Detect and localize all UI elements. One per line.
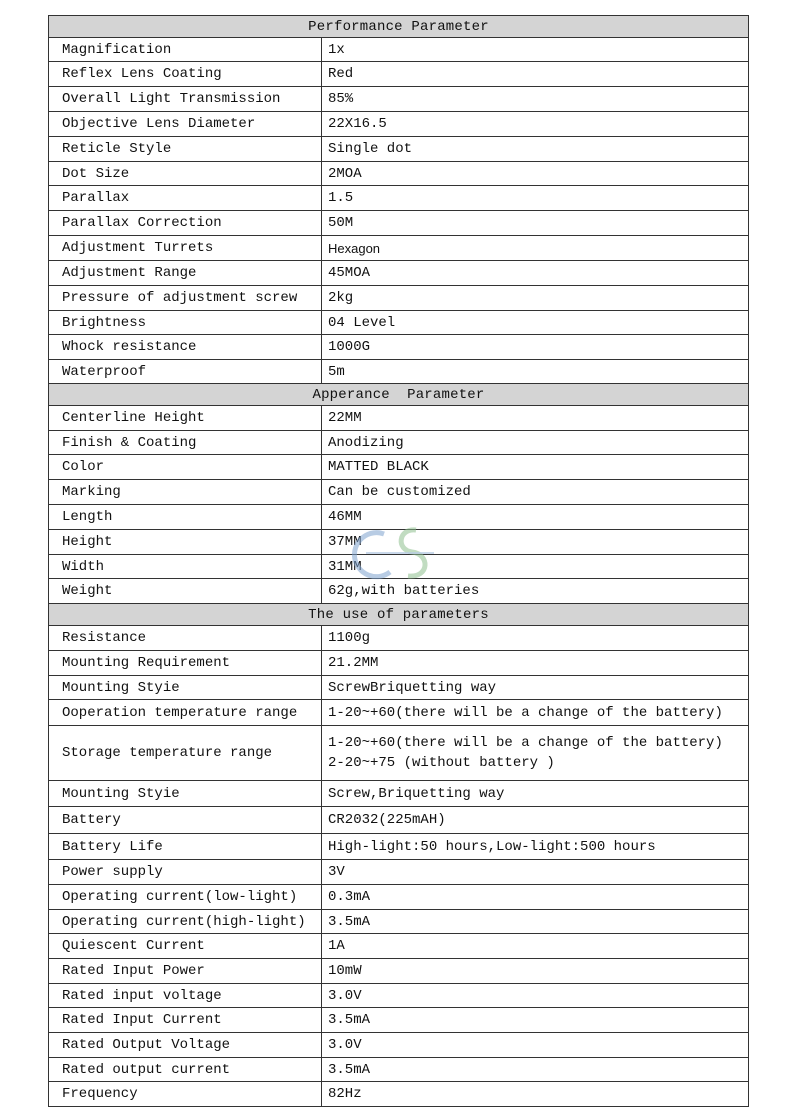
row-value: 82Hz <box>322 1082 749 1107</box>
row-label: Height <box>49 530 322 555</box>
row-label: Marking <box>49 480 322 505</box>
table-row <box>49 211 749 236</box>
row-label: Brightness <box>49 311 322 335</box>
row-value: 3.0V <box>322 1033 749 1058</box>
table-row <box>49 934 749 959</box>
row-value: 3.5mA <box>322 910 749 934</box>
row-value: 45MOA <box>322 261 749 286</box>
row-label: Adjustment Turrets <box>49 236 322 261</box>
table-row <box>49 62 749 87</box>
row-label: Dot Size <box>49 162 322 186</box>
row-label: Parallax <box>49 186 322 211</box>
table-row <box>49 406 749 431</box>
row-value: ScrewBriquetting way <box>322 676 749 700</box>
row-label: Frequency <box>49 1082 322 1107</box>
row-value: 1.5 <box>322 186 749 211</box>
row-value: 1A <box>322 934 749 959</box>
row-label: Centerline Height <box>49 406 322 431</box>
row-value: Red <box>322 62 749 87</box>
row-label: Battery <box>49 807 322 834</box>
row-value: 1-20~+60(there will be a change of the battery) <box>322 700 749 726</box>
table-row <box>49 781 749 807</box>
row-value: 3V <box>322 860 749 885</box>
row-label: Width <box>49 555 322 579</box>
row-label: Rated input voltage <box>49 984 322 1008</box>
row-value: 5m <box>322 360 749 384</box>
row-label: Mounting Styie <box>49 781 322 807</box>
row-label: Objective Lens Diameter <box>49 112 322 137</box>
row-label: Rated output current <box>49 1058 322 1082</box>
table-row <box>49 112 749 137</box>
table-row <box>49 984 749 1008</box>
table-row <box>49 137 749 162</box>
section-title: Apperance Parameter <box>49 384 749 406</box>
row-value: 31MM <box>322 555 749 579</box>
table-row <box>49 360 749 384</box>
row-label: Magnification <box>49 38 322 62</box>
row-label: Operating current(high-light) <box>49 910 322 934</box>
row-value: 2MOA <box>322 162 749 186</box>
table-row <box>49 626 749 651</box>
section-header-use <box>49 604 749 626</box>
row-value: 46MM <box>322 505 749 530</box>
row-label: Waterproof <box>49 360 322 384</box>
row-value: 50M <box>322 211 749 236</box>
row-value: Screw,Briquetting way <box>322 781 749 807</box>
row-label: Resistance <box>49 626 322 651</box>
table-row <box>49 959 749 984</box>
table-row <box>49 311 749 335</box>
row-value: 3.5mA <box>322 1058 749 1082</box>
row-label: Mounting Requirement <box>49 651 322 676</box>
table-row <box>49 1033 749 1058</box>
table-row <box>49 1082 749 1107</box>
table-row <box>49 236 749 261</box>
row-value: Single dot <box>322 137 749 162</box>
section-title: Performance Parameter <box>49 16 749 38</box>
table-row <box>49 455 749 480</box>
row-value: 2kg <box>322 286 749 311</box>
row-label: Overall Light Transmission <box>49 87 322 112</box>
row-value: 62g,with batteries <box>322 579 749 604</box>
row-value: Anodizing <box>322 431 749 455</box>
table-row <box>49 261 749 286</box>
row-value: 0.3mA <box>322 885 749 910</box>
table-row <box>49 335 749 360</box>
table-row <box>49 87 749 112</box>
row-label: Parallax Correction <box>49 211 322 236</box>
row-label: Mounting Styie <box>49 676 322 700</box>
row-value: Hexagon <box>322 236 749 261</box>
row-value: 21.2MM <box>322 651 749 676</box>
table-row <box>49 726 749 781</box>
row-label: Rated Output Voltage <box>49 1033 322 1058</box>
row-label: Weight <box>49 579 322 604</box>
row-value: 1100g <box>322 626 749 651</box>
row-label: Power supply <box>49 860 322 885</box>
table-row <box>49 807 749 834</box>
section-title: The use of parameters <box>49 604 749 626</box>
row-value-line-1: 1-20~+60(there will be a change of the battery) <box>328 735 723 751</box>
table-row <box>49 431 749 455</box>
table-row <box>49 286 749 311</box>
table-row <box>49 860 749 885</box>
row-value <box>322 726 749 781</box>
row-value: 22X16.5 <box>322 112 749 137</box>
row-value: 3.0V <box>322 984 749 1008</box>
table-row <box>49 505 749 530</box>
row-value: High-light:50 hours,Low-light:500 hours <box>322 834 749 860</box>
table-row <box>49 530 749 555</box>
row-value: 04 Level <box>322 311 749 335</box>
table-row <box>49 834 749 860</box>
spec-table <box>48 15 749 1107</box>
table-row <box>49 700 749 726</box>
row-value: 85% <box>322 87 749 112</box>
table-row <box>49 651 749 676</box>
row-label: Storage temperature range <box>49 726 322 781</box>
row-value: MATTED BLACK <box>322 455 749 480</box>
section-header-appearance <box>49 384 749 406</box>
table-row <box>49 1058 749 1082</box>
row-value: 3.5mA <box>322 1008 749 1033</box>
row-label: Rated Input Power <box>49 959 322 984</box>
table-row <box>49 1008 749 1033</box>
row-value: 22MM <box>322 406 749 431</box>
row-value: 37MM <box>322 530 749 555</box>
table-row <box>49 186 749 211</box>
row-label: Whock resistance <box>49 335 322 360</box>
table-row <box>49 480 749 505</box>
table-row <box>49 579 749 604</box>
row-label: Length <box>49 505 322 530</box>
row-value: Can be customized <box>322 480 749 505</box>
row-value: 1000G <box>322 335 749 360</box>
table-row <box>49 38 749 62</box>
row-value-line-2: 2-20~+75 (without battery ) <box>328 755 555 771</box>
row-label: Battery Life <box>49 834 322 860</box>
row-label: Finish & Coating <box>49 431 322 455</box>
row-value: 1x <box>322 38 749 62</box>
row-label: Color <box>49 455 322 480</box>
row-label: Pressure of adjustment screw <box>49 286 322 311</box>
row-label: Operating current(low-light) <box>49 885 322 910</box>
table-row <box>49 676 749 700</box>
table-row <box>49 555 749 579</box>
row-value: 10mW <box>322 959 749 984</box>
section-header-performance <box>49 16 749 38</box>
row-label: Reflex Lens Coating <box>49 62 322 87</box>
table-row <box>49 910 749 934</box>
table-row <box>49 162 749 186</box>
row-label: Ooperation temperature range <box>49 700 322 726</box>
row-value: CR2032(225mAH) <box>322 807 749 834</box>
row-label: Quiescent Current <box>49 934 322 959</box>
row-label: Reticle Style <box>49 137 322 162</box>
row-label: Rated Input Current <box>49 1008 322 1033</box>
row-label: Adjustment Range <box>49 261 322 286</box>
table-row <box>49 885 749 910</box>
